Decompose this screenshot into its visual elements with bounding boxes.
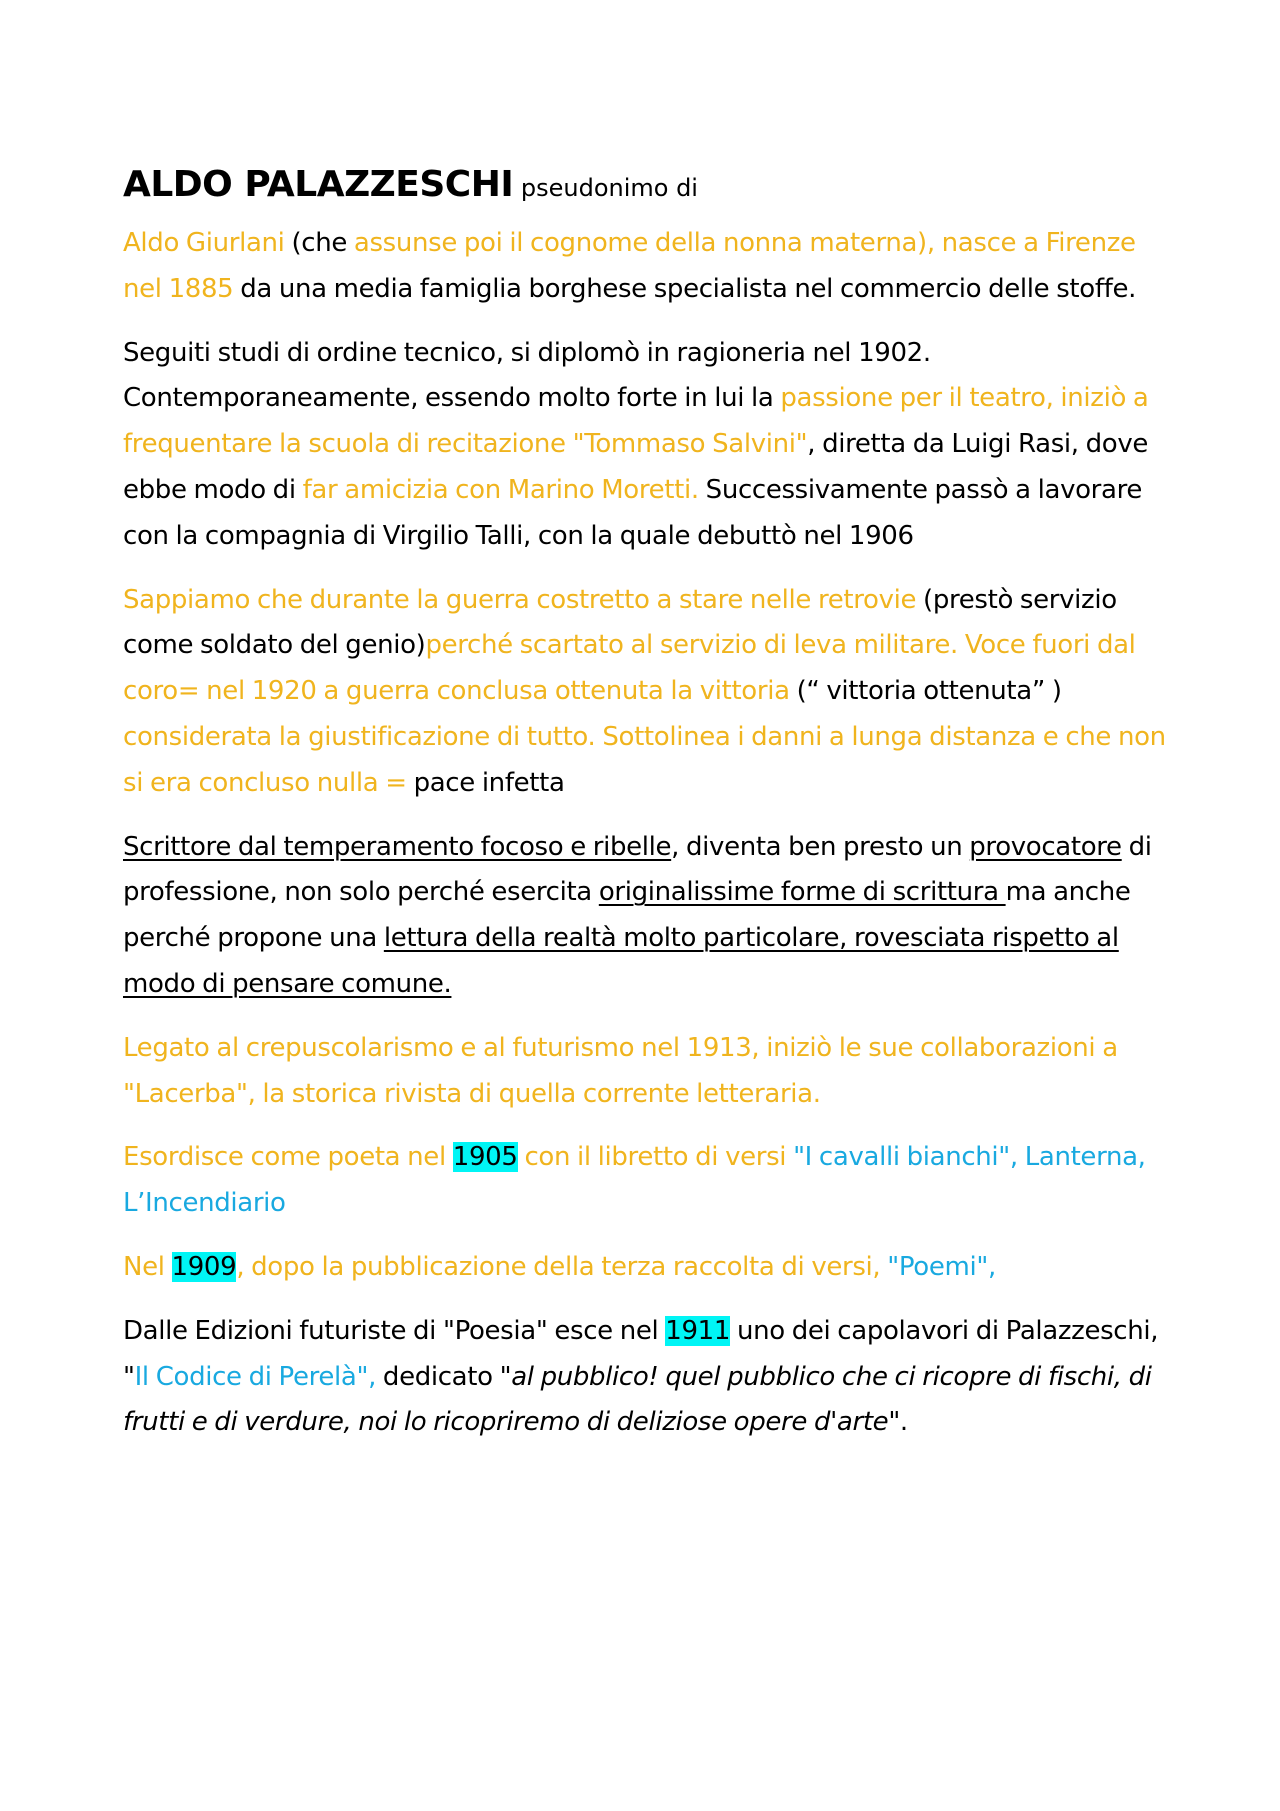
text-run: (“ vittoria ottenuta” ) [789,676,1062,707]
paragraph-studies [123,331,1180,560]
theatre-passion: passione per il teatro, iniziò a frequentare la scuola di recitazione "Tommaso Salvini" [123,383,1149,460]
underlined-text: originalissime forme di scrittura [598,877,1006,908]
highlighted-year: 1909 [171,1251,237,1282]
book-titles: "I cavalli bianchi", Lanterna, L’Incendiario [123,1142,1146,1219]
text-run: , diventa ben presto un [671,831,970,862]
highlighted-year: 1911 [665,1315,731,1346]
birth-name: Aldo Giurlani [123,228,285,258]
paragraph-temperament [123,825,1180,1008]
author-name: ALDO PALAZZESCHI [123,164,514,205]
underlined-text: Scrittore dal temperamento focoso e ribelle [123,831,672,862]
highlighted-year: 1905 [452,1142,518,1173]
text-run: di professione, non solo perché esercita [123,831,1152,908]
lacerba-text: Legato al crepuscolarismo e al futurismo nel 1913, iniziò le sue collaborazioni a "Lacerba", la storica rivista di quella corrente letteraria. [123,1032,1118,1109]
underlined-text: lettura della realtà molto particolare, rovesciata rispetto al modo di pensare comune. [123,923,1119,999]
paragraph-lacerba [123,1026,1180,1118]
heading-subtitle: pseudonimo di [513,174,698,202]
underlined-text: provocatore [969,831,1122,862]
book-title: "Poemi", [887,1251,996,1282]
text-run: , dopo la pubblicazione della terza raccolta di versi, [236,1251,888,1282]
paragraph-birth [123,221,1180,313]
war-text: considerata la giustificazione di tutto. Sottolinea i danni a lunga distanza e che non si era concluso nulla = [123,721,1166,798]
friendship-moretti: far amicizia con Marino Moretti. [302,474,699,505]
text-run: con il libretto di versi [517,1142,794,1173]
text-run: Nel [123,1251,172,1282]
paragraph-war [123,578,1180,807]
text-run: dedicato " [376,1361,512,1392]
text-run: Successivamente passò a lavorare con la compagnia di Virgilio Talli, con la quale debuttò nel 1906 [123,474,1143,551]
text-run: ". [888,1407,908,1438]
book-title: Il Codice di Perelà", [134,1361,376,1392]
text-run: , diretta da Luigi Rasi, dove ebbe modo di [123,429,1149,505]
paragraph-debut [123,1135,1180,1227]
war-text: Sappiamo che durante la guerra costretto a stare nelle retrovie [123,584,917,615]
paragraph-poemi [123,1245,1180,1291]
war-text: perché scartato al servizio di leva militare. Voce fuori dal coro= nel 1920 a guerra conclusa ottenuta la vittoria [123,630,1136,707]
birth-details: assunse poi il cognome della nonna materna), nasce a Firenze nel 1885 [123,228,1136,304]
dedication-quote: al pubblico! quel pubblico che ci ricopre di fischi, di frutti e di verdure, noi lo ricopriremo di deliziose opere d'arte [123,1361,1152,1438]
paragraph-perela [123,1309,1180,1446]
text-run: Esordisce come poeta nel [123,1142,453,1173]
text-run: pace infetta [406,767,565,798]
text-run: da una media famiglia borghese specialista nel commercio delle stoffe. [233,273,1137,304]
text-run: (che [284,228,354,258]
text-run: Seguiti studi di ordine tecnico, si diplomò in ragioneria nel 1902. Contemporaneamente, essendo molto forte in lui la [123,337,931,414]
text-run: (prestò servizio come soldato del genio) [123,584,1117,661]
text-run: uno dei capolavori di Palazzeschi, " [123,1315,1159,1392]
text-run: ma anche perché propone una [123,877,1131,954]
text-run: Dalle Edizioni futuriste di "Poesia" esce nel [123,1315,666,1346]
document-heading [123,163,1180,210]
